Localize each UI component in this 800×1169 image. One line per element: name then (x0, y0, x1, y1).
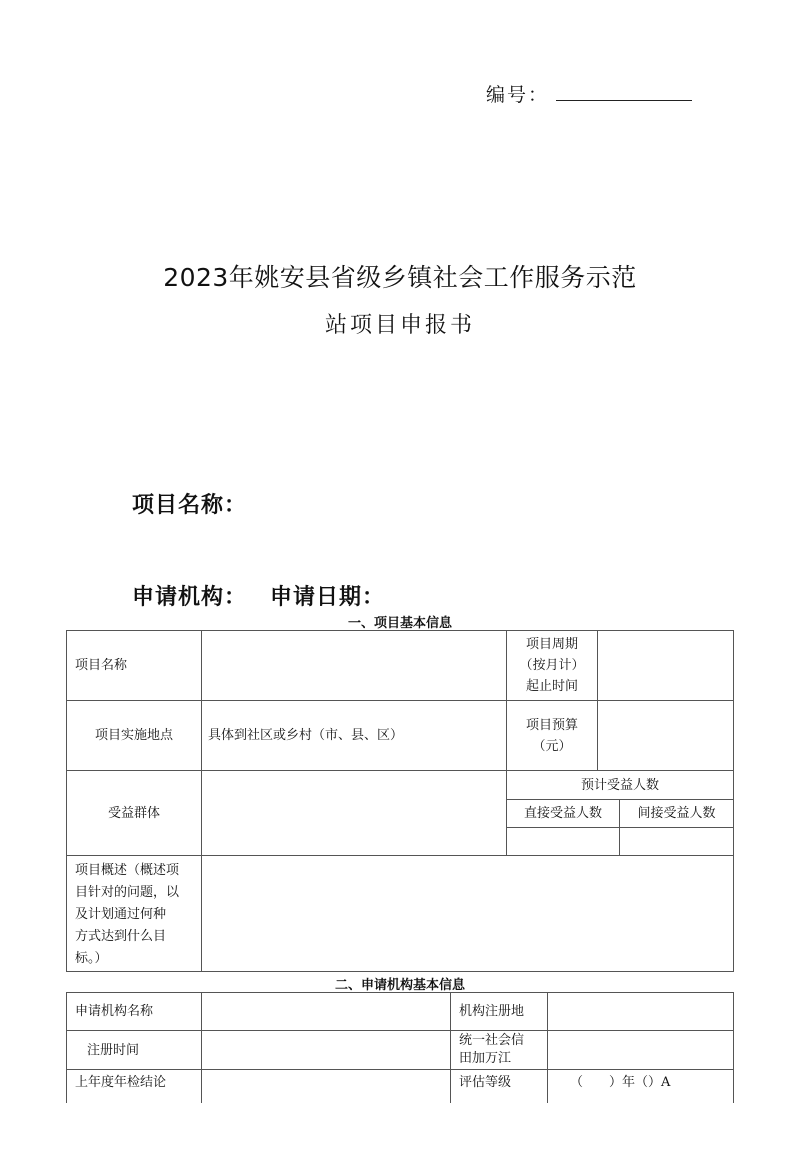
beneficiaries-label-cell (66, 770, 202, 856)
location-label-cell (66, 700, 202, 771)
credit-code-line1: 统一社会信 (459, 1033, 525, 1048)
project-name-value-cell[interactable] (201, 630, 507, 701)
reg-time-label-cell (66, 1030, 202, 1070)
project-name-label: 项目名称 (75, 658, 128, 673)
overview-line1: 项目概述（概述项 (75, 863, 180, 878)
reg-place-label-cell (450, 992, 548, 1031)
project-period-line1: 项目周期 (525, 637, 578, 652)
org-name-label-cell (66, 992, 202, 1031)
project-name-label-cell (66, 630, 202, 701)
rating-label-cell (450, 1069, 548, 1103)
section1-title: 一、项目基本信息 (347, 616, 452, 631)
reg-place-value-cell[interactable] (547, 992, 734, 1031)
overview-line2: 目针对的问题，以 (75, 885, 180, 900)
location-label: 项目实施地点 (94, 728, 173, 743)
beneficiaries-value-cell[interactable] (201, 770, 507, 856)
direct-beneficiaries-cell (506, 799, 620, 828)
reg-time-value-cell[interactable] (201, 1030, 451, 1070)
direct-beneficiaries-label: 直接受益人数 (523, 806, 602, 821)
annual-check-value-cell[interactable] (201, 1069, 451, 1103)
credit-code-label-cell (450, 1030, 548, 1070)
project-period-line2: （按月计） (519, 658, 585, 673)
location-value-cell[interactable] (201, 700, 507, 771)
document-title-line2: 站项目申报书 (324, 313, 475, 338)
cover-org-label: 申请机构： (132, 585, 248, 610)
project-period-value-cell[interactable] (597, 630, 734, 701)
expected-beneficiaries-cell (506, 770, 734, 800)
rating-label: 评估等级 (459, 1075, 512, 1090)
overview-line3: 及计划通过何种 (75, 907, 167, 922)
section2-title: 二、申请机构基本信息 (334, 978, 465, 993)
location-hint: 具体到社区或乡村（市、县、区） (208, 728, 404, 743)
indirect-beneficiaries-value[interactable] (619, 827, 734, 856)
rating-value-cell[interactable] (547, 1069, 734, 1103)
reg-time-label: 注册时间 (87, 1042, 140, 1058)
overview-value-cell[interactable] (201, 855, 734, 972)
budget-value-cell[interactable] (597, 700, 734, 771)
cover-project-name-label: 项目名称： (132, 493, 248, 518)
reg-place-label: 机构注册地 (459, 1004, 525, 1019)
annual-check-label-cell (66, 1069, 202, 1103)
direct-beneficiaries-value[interactable] (506, 827, 620, 856)
beneficiaries-label: 受益群体 (107, 805, 160, 821)
expected-beneficiaries-label: 预计受益人数 (580, 777, 659, 793)
document-title-line1: 2023年姚安县省级乡镇社会工作服务示范 (163, 263, 637, 292)
serial-number-label: 编号： (486, 84, 550, 106)
project-period-line3: 起止时间 (525, 679, 578, 694)
credit-code-value-cell[interactable] (547, 1030, 734, 1070)
budget-line1: 项目预算 (525, 717, 578, 733)
serial-number-blank[interactable] (556, 100, 692, 101)
org-name-label: 申请机构名称 (75, 1004, 154, 1019)
overview-line4: 方式达到什么目 (75, 929, 167, 944)
org-name-value-cell[interactable] (201, 992, 451, 1031)
overview-label-cell (66, 855, 202, 972)
rating-value: （ ）年（）A (570, 1075, 671, 1090)
indirect-beneficiaries-cell (619, 799, 734, 828)
credit-code-line2: 田加万江 (459, 1051, 512, 1066)
overview-line5: 标。） (75, 951, 108, 966)
annual-check-label: 上年度年检结论 (75, 1075, 167, 1090)
project-period-label-cell (506, 630, 598, 701)
budget-label-cell (506, 700, 598, 771)
indirect-beneficiaries-label: 间接受益人数 (637, 806, 716, 821)
cover-date-label: 申请日期： (270, 585, 386, 610)
budget-line2: （元） (532, 738, 572, 754)
